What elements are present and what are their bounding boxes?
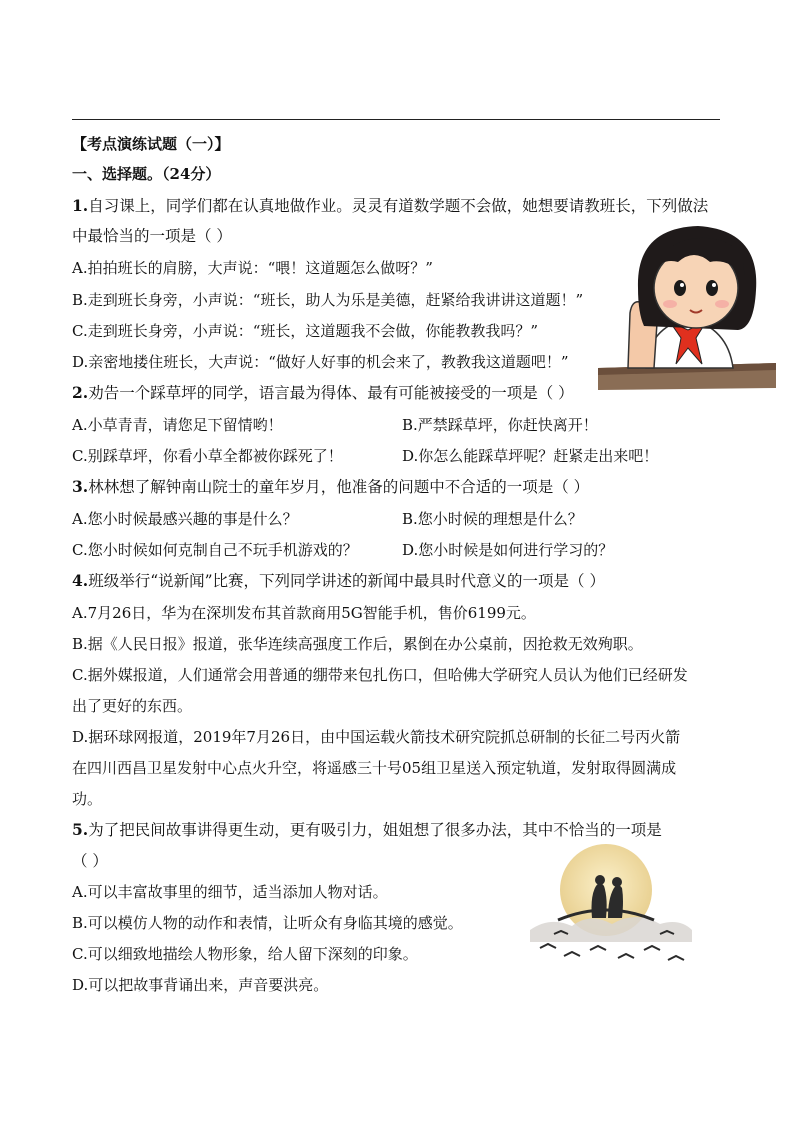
question-3-option-c: C.您小时候如何克制自己不玩手机游戏的？ [72,541,358,559]
question-5-stem-cont: （ ） [72,852,108,870]
question-2-option-b: B.严禁踩草坪，你赶快离开！ [402,416,598,434]
girl-illustration-icon [598,218,776,396]
question-2-option-d: D.你怎么能踩草坪呢？赶紧走出来吧！ [402,447,659,465]
question-5-option-a: A.可以丰富故事里的细节，适当添加人物对话。 [72,883,388,901]
question-2-stem: 2.劝告一个踩草坪的同学，语言最为得体、最有可能被接受的一项是（ ） [72,383,574,402]
question-4-option-d-cont2: 功。 [72,790,103,808]
question-1-stem: 1.自习课上，同学们都在认真地做作业。灵灵有道数学题不会做，她想要请教班长，下列做法 [72,196,709,215]
header-rule [72,119,720,120]
question-1-option-c: C.走到班长身旁，小声说：“班长，这道题我不会做，你能教教我吗？” [72,322,539,340]
section-title: 【考点演练试题（一）】 [72,135,230,153]
question-4-option-a: A.7月26日，华为在深圳发布其首款商用5G智能手机，售价6199元。 [72,604,536,622]
question-4-option-b: B.据《人民日报》报道，张华连续高强度工作后，累倒在办公桌前，因抢救无效殉职。 [72,635,643,653]
question-5-option-b: B.可以模仿人物的动作和表情，让听众有身临其境的感觉。 [72,914,463,932]
question-1-option-b: B.走到班长身旁，小声说：“班长，助人为乐是美德，赶紧给我讲讲这道题！” [72,291,584,309]
question-4-option-d: D.据环球网报道，2019年7月26日，由中国运载火箭技术研究院抓总研制的长征二号丙火箭 [72,728,681,746]
moon-couple-illustration-icon [520,838,698,978]
part-title: 一、选择题。（24分） [72,165,221,183]
question-4-option-c-cont: 出了更好的东西。 [72,697,193,715]
question-3-option-b: B.您小时候的理想是什么？ [402,510,583,528]
question-5-option-c: C.可以细致地描绘人物形象，给人留下深刻的印象。 [72,945,418,963]
question-3-stem: 3.林林想了解钟南山院士的童年岁月，他准备的问题中不合适的一项是（ ） [72,477,590,496]
question-4-option-c: C.据外媒报道，人们通常会用普通的绷带来包扎伤口，但哈佛大学研究人员认为他们已经研发 [72,666,688,684]
question-3-option-d: D.您小时候是如何进行学习的？ [402,541,614,559]
question-4-stem: 4.班级举行“说新闻”比赛，下列同学讲述的新闻中最具时代意义的一项是（ ） [72,571,605,590]
question-1-stem-cont: 中最恰当的一项是（ ） [72,227,232,245]
question-2-option-c: C.别踩草坪，你看小草全都被你踩死了！ [72,447,343,465]
question-1-option-a: A.拍拍班长的肩膀，大声说：“喂！这道题怎么做呀？” [72,259,433,277]
question-5-option-d: D.可以把故事背诵出来，声音要洪亮。 [72,976,329,994]
question-4-option-d-cont1: 在四川西昌卫星发射中心点火升空，将遥感三十号05组卫星送入预定轨道，发射取得圆满成 [72,759,677,777]
question-2-option-a: A.小草青青，请您足下留情哟！ [72,416,283,434]
question-5-stem: 5.为了把民间故事讲得更生动，更有吸引力，姐姐想了很多办法，其中不恰当的一项是 [72,820,662,839]
question-1-option-d: D.亲密地搂住班长，大声说：“做好人好事的机会来了，教教我这道题吧！” [72,353,569,371]
question-3-option-a: A.您小时候最感兴趣的事是什么？ [72,510,298,528]
question-2-options-row1 [72,415,283,435]
